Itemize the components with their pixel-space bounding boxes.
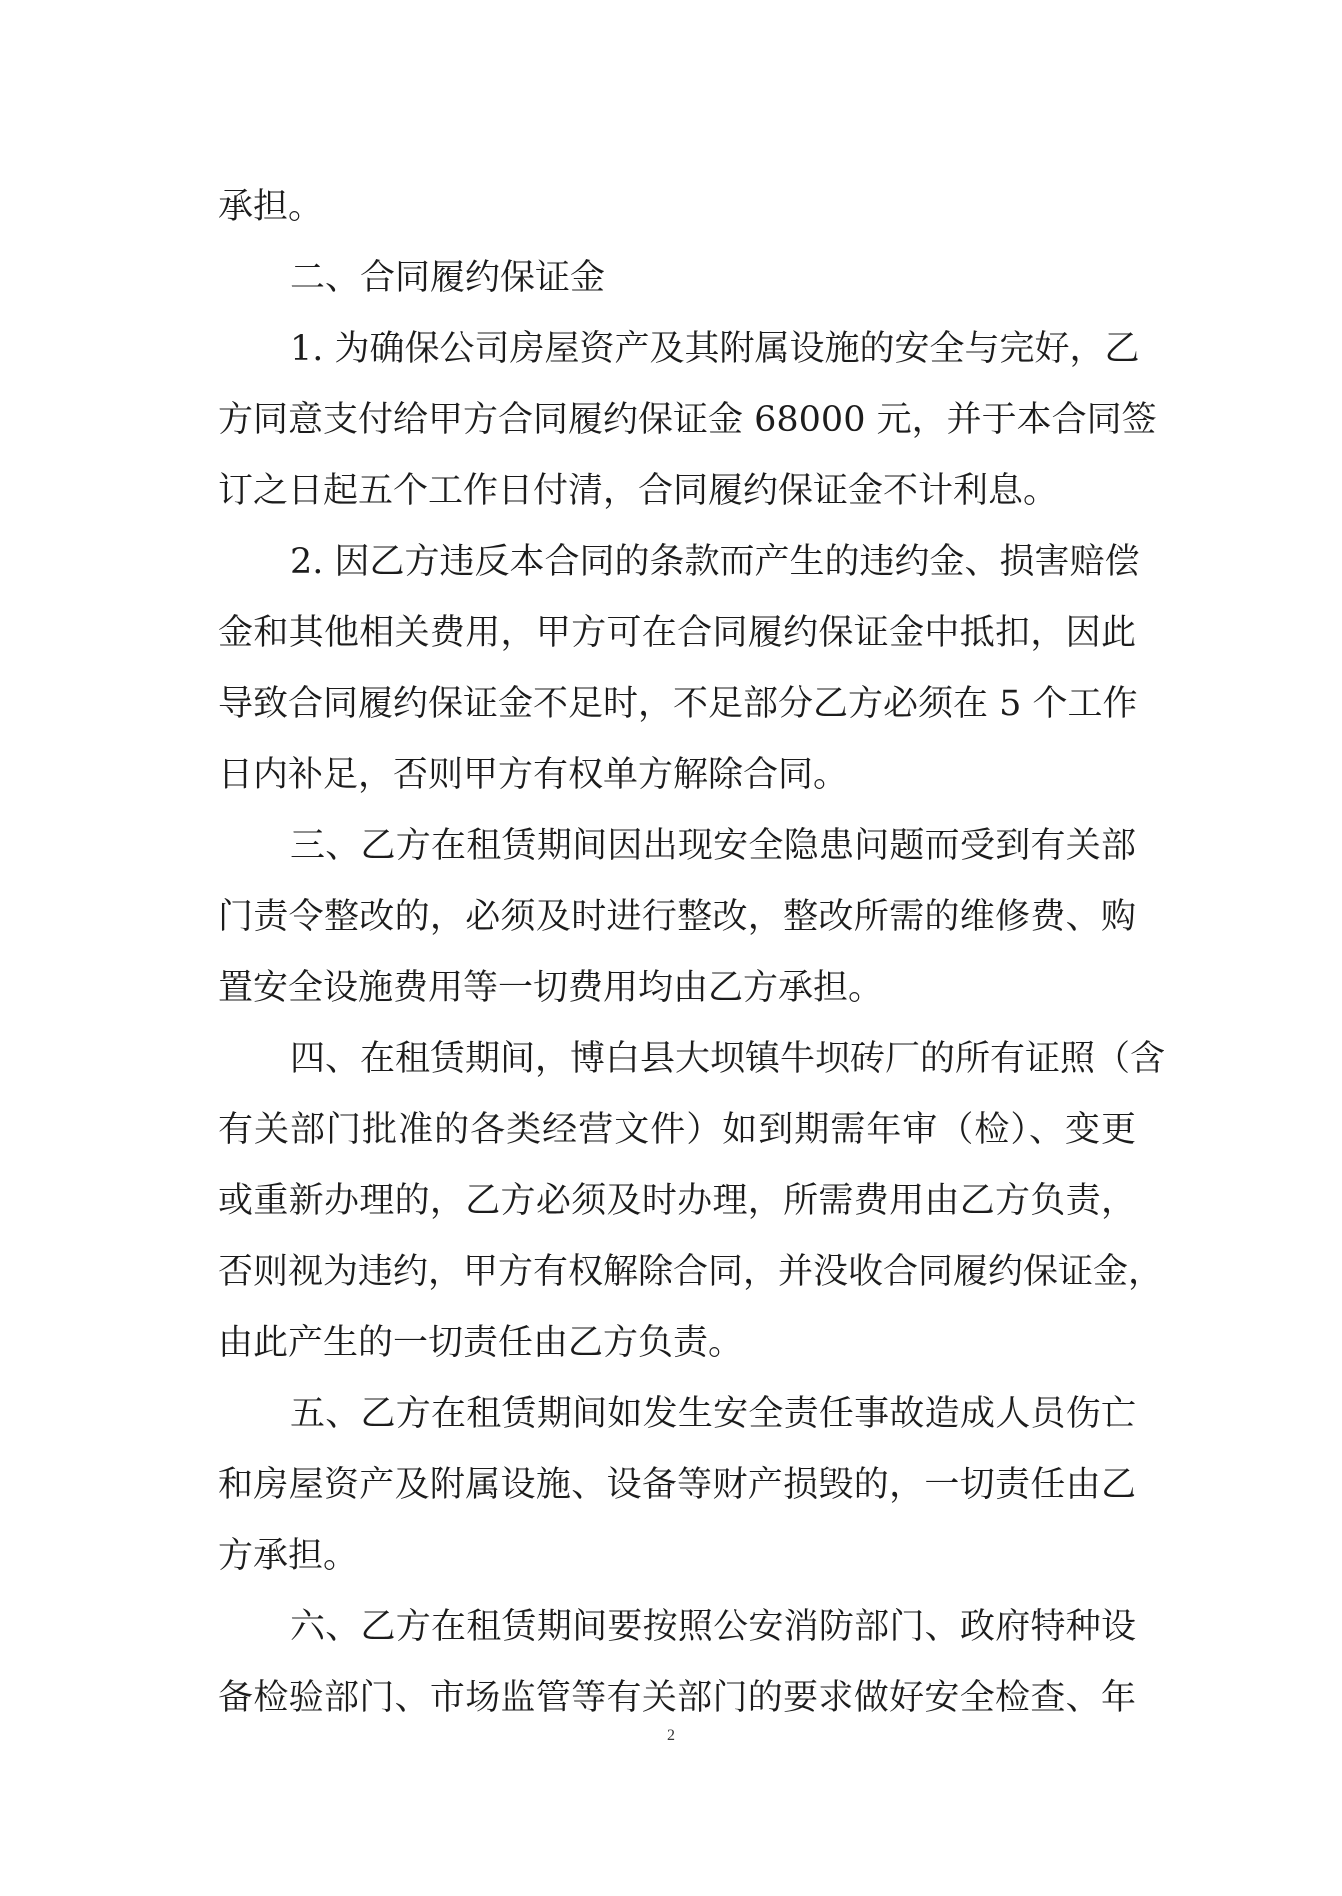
text-line: 导致合同履约保证金不足时，不足部分乙方必须在 5 个工作 [218, 684, 1138, 724]
text-line: 备检验部门、市场监管等有关部门的要求做好安全检查、年 [218, 1678, 1136, 1718]
page-number: 2 [667, 1727, 675, 1744]
text-line: 五、乙方在租赁期间如发生安全责任事故造成人员伤亡 [290, 1394, 1136, 1434]
text-line: 置安全设施费用等一切费用均由乙方承担。 [218, 968, 884, 1008]
text-line: 日内补足，否则甲方有权单方解除合同。 [218, 755, 849, 795]
text-line: 承担。 [218, 187, 324, 227]
text-line: 三、乙方在租赁期间因出现安全隐患问题而受到有关部 [290, 826, 1136, 866]
text-line: 金和其他相关费用，甲方可在合同履约保证金中抵扣，因此 [218, 613, 1136, 653]
text-line: 方承担。 [218, 1536, 359, 1576]
text-line: 由此产生的一切责任由乙方负责。 [218, 1323, 744, 1363]
text-line: 有关部门批准的各类经营文件）如到期需年审（检）、变更 [218, 1110, 1136, 1150]
text-line: 2. 因乙方违反本合同的条款而产生的违约金、损害赔偿 [290, 542, 1140, 582]
text-line: 方同意支付给甲方合同履约保证金 68000 元，并于本合同签 [218, 400, 1157, 440]
text-line: 否则视为违约，甲方有权解除合同，并没收合同履约保证金， [218, 1252, 1164, 1292]
text-line: 1. 为确保公司房屋资产及其附属设施的安全与完好，乙 [290, 329, 1140, 369]
document-body [218, 172, 1166, 1734]
text-line: 二、合同履约保证金 [290, 258, 606, 298]
text-line: 和房屋资产及附属设施、设备等财产损毁的，一切责任由乙 [218, 1465, 1136, 1505]
text-line: 或重新办理的，乙方必须及时办理，所需费用由乙方负责， [218, 1181, 1136, 1221]
text-line: 订之日起五个工作日付清，合同履约保证金不计利息。 [218, 471, 1059, 511]
text-line: 四、在租赁期间，博白县大坝镇牛坝砖厂的所有证照（含 [290, 1039, 1166, 1079]
text-line: 门责令整改的，必须及时进行整改，整改所需的维修费、购 [218, 897, 1136, 937]
text-line: 六、乙方在租赁期间要按照公安消防部门、政府特种设 [290, 1607, 1136, 1647]
